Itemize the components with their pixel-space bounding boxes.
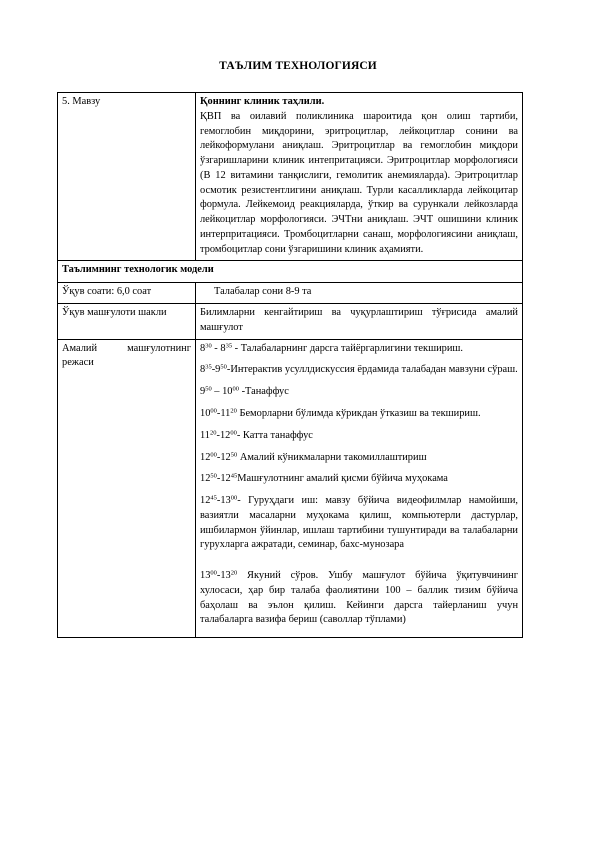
schedule-start-minute: 00	[210, 407, 217, 415]
form-label: Ўқув машғулоти шакли	[58, 304, 196, 340]
schedule-start-minute: 45	[210, 494, 217, 502]
model-heading-row	[58, 261, 523, 283]
schedule-end-hour: 13	[220, 570, 231, 582]
schedule-end-hour: 12	[220, 451, 231, 463]
schedule-start-hour: 9	[200, 386, 206, 398]
schedule-description: -Танаффус	[238, 386, 289, 398]
form-text: Билимларни кенгайтириш ва чуқурлаштириш тўғрисида амалий машғулот	[196, 304, 523, 340]
schedule-start-hour: 11	[200, 429, 211, 441]
schedule-separator: -	[216, 451, 221, 463]
topic-row	[58, 93, 523, 261]
lesson-plan-table	[57, 92, 523, 638]
page-title: ТАЪЛИМ ТЕХНОЛОГИЯСИ	[219, 60, 377, 72]
students-label: Талабалар сони 8-9 та	[214, 286, 312, 298]
schedule-end-minute: 20	[230, 569, 238, 577]
schedule-end-hour: 12	[219, 429, 231, 441]
schedule-start-hour: 13	[200, 570, 211, 582]
schedule-item	[200, 451, 518, 466]
schedule-item	[200, 569, 518, 628]
schedule-end-hour: 13	[220, 495, 231, 507]
schedule-description: - Талабаларнинг дарсга тайёргарлигини текшириш.	[232, 342, 463, 354]
schedule-end-minute: 50	[220, 363, 227, 371]
schedule-end-minute: 00	[230, 494, 238, 502]
schedule-start-hour: 12	[200, 451, 211, 463]
schedule-item	[200, 385, 518, 400]
schedule-separator: –	[211, 386, 223, 398]
schedule-start-minute: 35	[205, 363, 212, 371]
schedule-separator: -	[216, 570, 221, 582]
schedule-start-hour: 10	[200, 408, 211, 420]
schedule-end-hour: 8	[220, 342, 226, 354]
schedule-item	[200, 429, 518, 444]
schedule-end-minute: 35	[225, 342, 233, 350]
schedule-start-minute: 00	[210, 451, 217, 459]
schedule-end-minute: 45	[230, 472, 238, 480]
schedule-start-hour: 12	[200, 495, 211, 507]
model-heading: Таълимнинг технологик модели	[58, 261, 523, 283]
schedule-start-minute: 50	[210, 472, 217, 480]
schedule-description: -Интерактив усуллдискуссия ёрдамида талабадан мавзуни сўраш.	[226, 364, 518, 376]
schedule-description: - Катта танаффус	[236, 429, 313, 441]
schedule-separator: -	[216, 408, 221, 420]
hours-label: Ўқув соати: 6,0 соат	[58, 283, 196, 304]
schedule-start-hour: 8	[200, 342, 206, 354]
schedule-end-hour: 9	[215, 364, 221, 376]
schedule-item	[200, 363, 518, 378]
schedule-end-minute: 20	[230, 407, 237, 415]
schedule-start-hour: 12	[200, 473, 211, 485]
schedule-description: Якуний сўров. Ушбу машғулот бўйича ўқитувчининг хулосаси, ҳар бир талаба фаолиятини 100 – баллик тизим бўйича баҳолаш ва эълон қилиш. Кейинги дарсга тайерланиш учун талабаларга вазифа бериш (саволлар тўплами)	[200, 570, 518, 626]
schedule-item	[200, 407, 518, 422]
schedule-separator: -	[211, 364, 216, 376]
topic-heading: Қоннинг клиник таҳлили.	[200, 96, 325, 107]
schedule-start-minute: 50	[205, 385, 212, 393]
schedule-end-minute: 00	[232, 385, 239, 393]
schedule-separator: -	[216, 429, 220, 441]
form-row	[58, 304, 523, 340]
schedule-separator: -	[211, 342, 221, 354]
schedule-end-hour: 11	[220, 408, 231, 420]
students-cell	[196, 283, 523, 304]
schedule-end-minute: 00	[230, 429, 237, 437]
schedule-description: - Гуруҳдаги иш: мавзу бўйича видеофилмлар намойиши, вазиятли масаларни муҳокама қилиш, компьютерли дастурлар, ишбилармон ўйинлар, ишлаш тартибини тушунтиради ва талабаларни гурухларга ажратади, семинар, бахс-мунозара	[200, 495, 518, 551]
schedule-start-hour: 8	[200, 364, 206, 376]
schedule-item	[200, 494, 518, 553]
topic-label: 5. Мавзу	[58, 93, 196, 261]
topic-text: ҚВП ва оилавий поликлиника шароитида қон олиш тартиби, гемоглобин миқдорини, эритроцитлар, лейкоцитлар сонини ва лейкоформулани аниқлаш. Эритроцитлар ва гемоглобин миқдори ўзгаришларини клиник интепритацияси. Эритроцитлар морфологияси (В 12 витамини танқислиги, гемолитик анемияларда). Эритроцитлар осмотик резистентлигини аниқлаш. Турли касалликларда лейкоцитар формула. Лейкемоид реакцияларда, ўткир ва сурункали лейкозларда лейкоцитлар морфологияси. ЭЧТни аниқлаш. ЭЧТ ошишини клиник интерпритацияси. Тромбоцитларни санаш, морфологиясини аниқлаш, тромбоцитлар сони ўзгаришини клиник аҳамияти.	[200, 110, 518, 255]
schedule-item	[200, 472, 518, 487]
schedule-description: Беморларни бўлимда кўрикдан ўтказиш ва текшириш.	[236, 408, 481, 420]
schedule-separator: -	[216, 495, 221, 507]
structure-row	[58, 339, 523, 637]
schedule-end-hour: 12	[220, 473, 231, 485]
schedule-separator: -	[216, 473, 221, 485]
schedule-start-minute: 00	[210, 569, 217, 577]
schedule-cell	[196, 339, 523, 637]
schedule-end-minute: 50	[230, 451, 238, 459]
schedule-description: Амалий кўникмаларни такомиллаштириш	[237, 451, 427, 463]
schedule-description: Машғулотнинг амалий қисми бўйича муҳокама	[237, 473, 448, 485]
schedule-end-hour: 10	[222, 386, 233, 398]
topic-cell	[196, 93, 523, 261]
schedule-start-minute: 20	[210, 429, 217, 437]
schedule-start-minute: 30	[205, 342, 212, 350]
structure-label: Амалий машғулотнинг режаси	[58, 339, 196, 637]
hours-row	[58, 283, 523, 304]
schedule-item	[200, 342, 518, 357]
